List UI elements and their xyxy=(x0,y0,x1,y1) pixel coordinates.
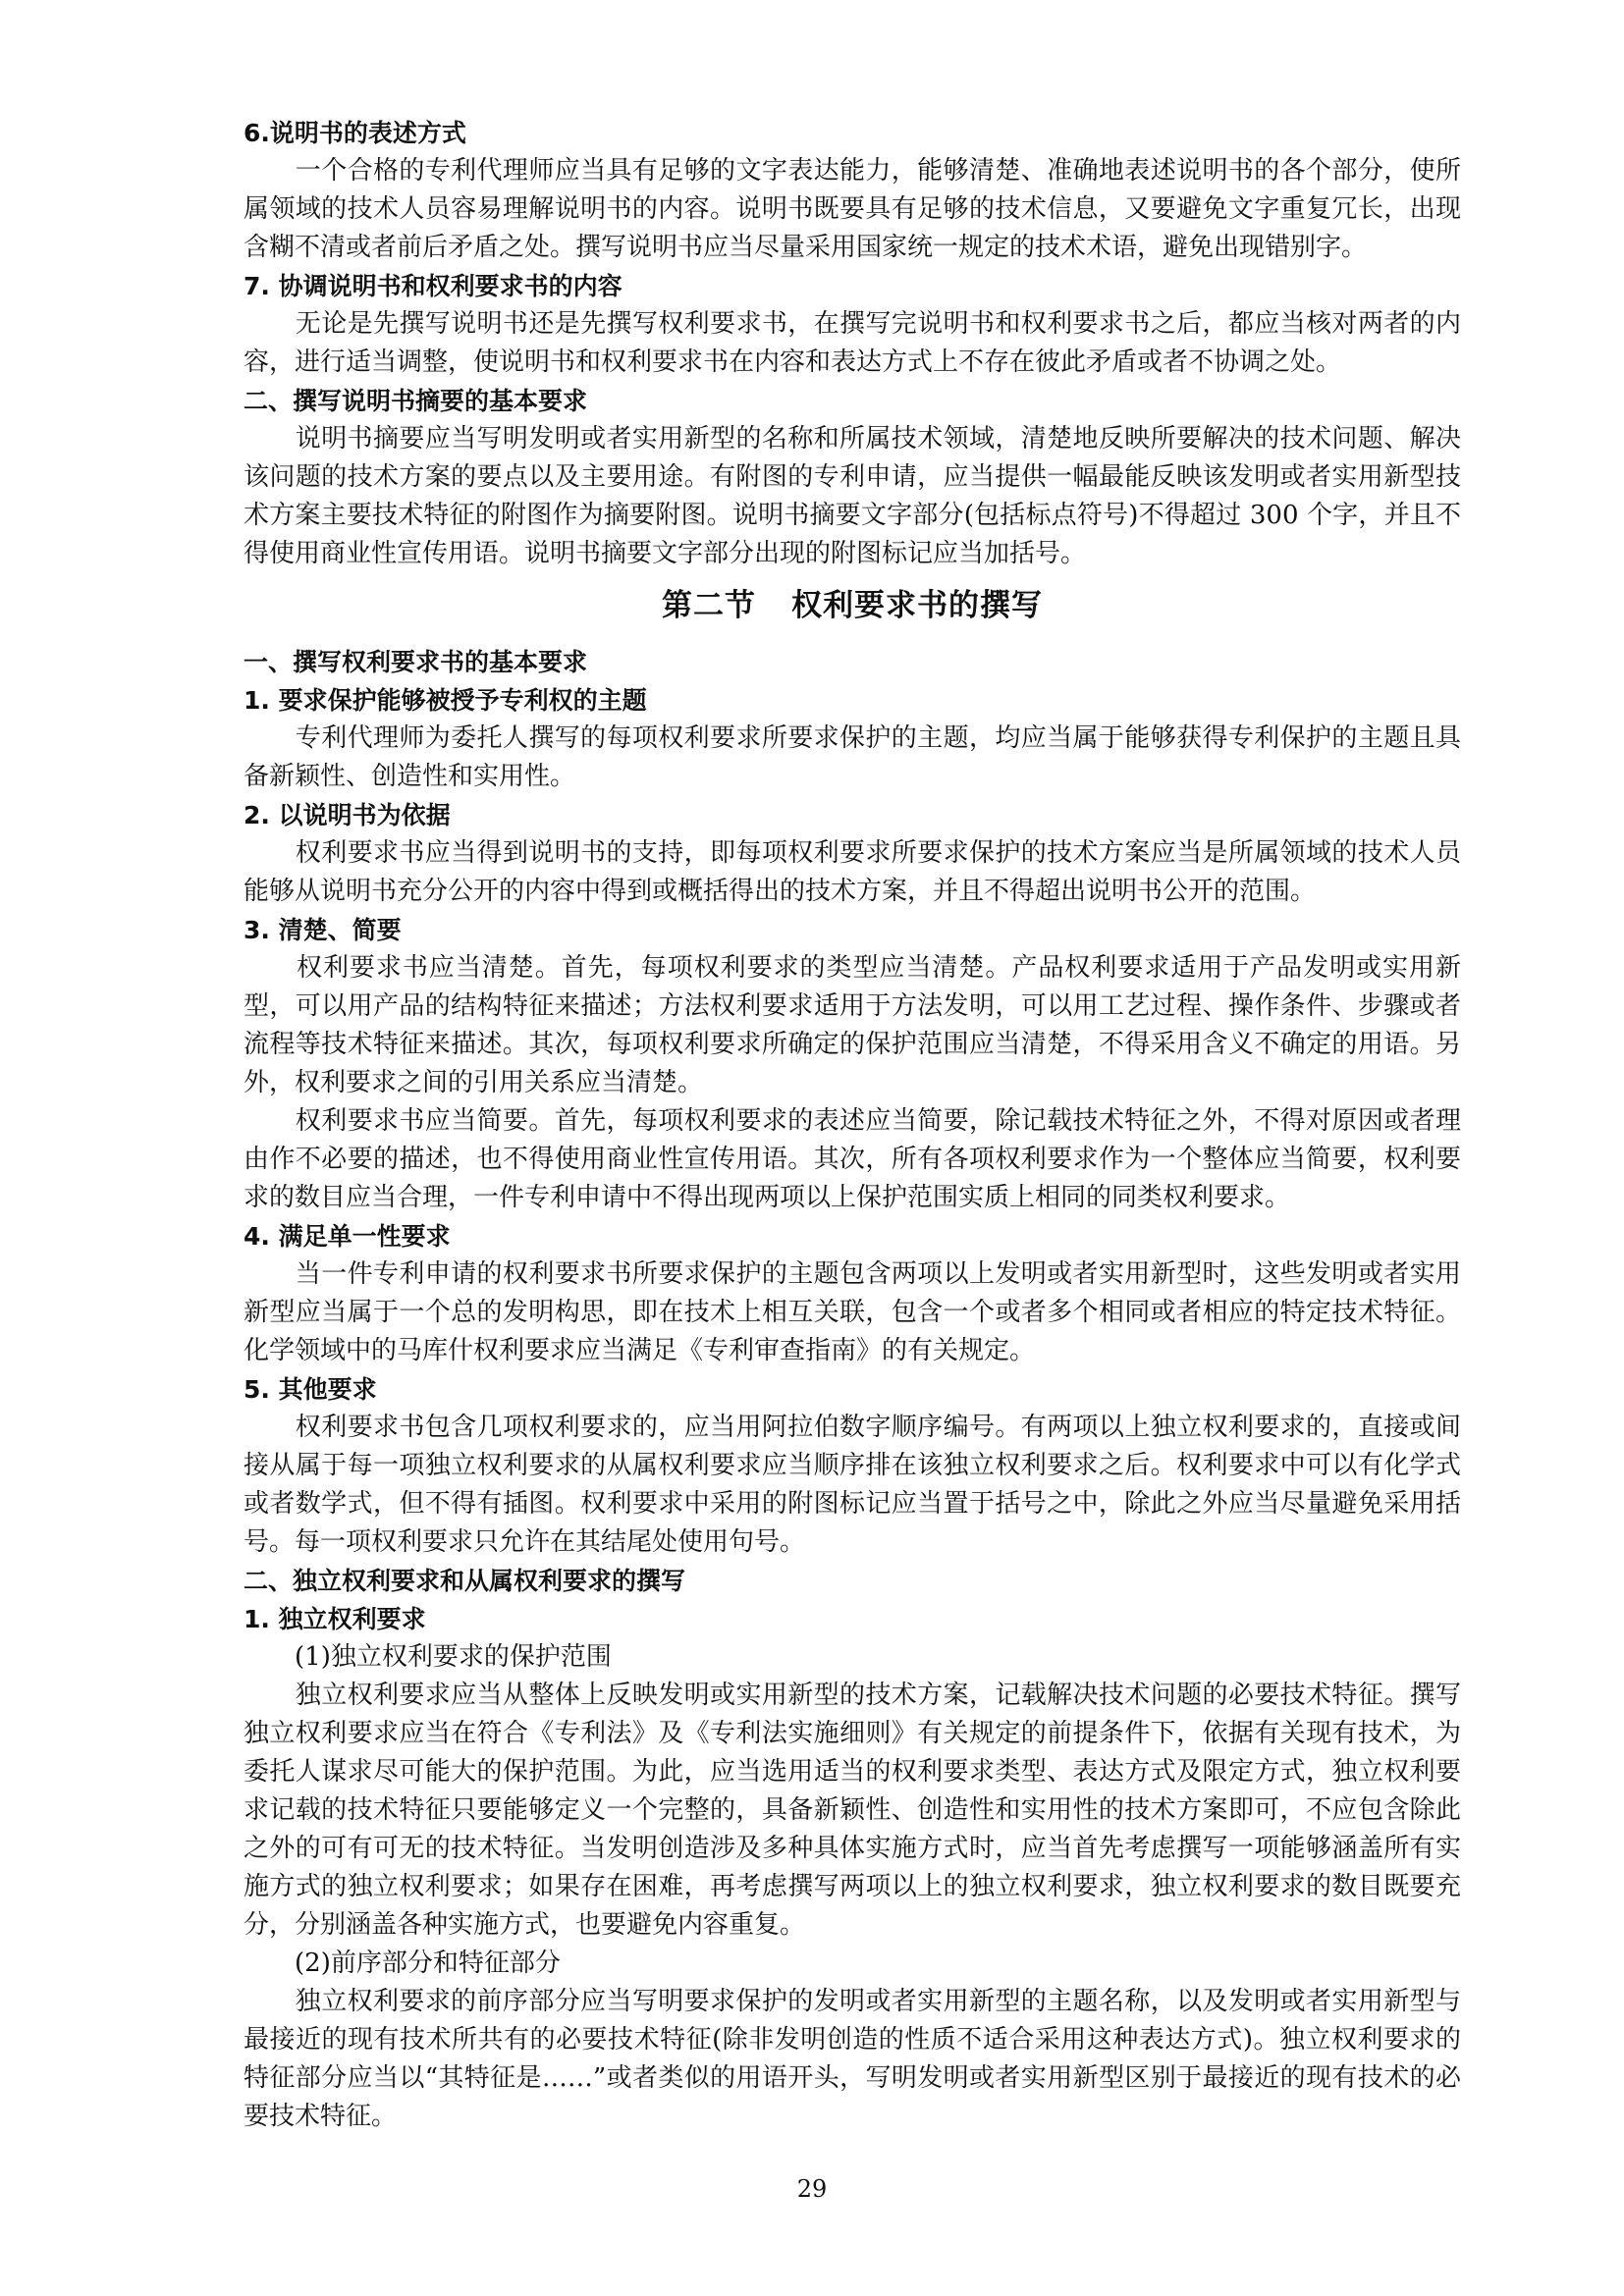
heading-basic-requirements: 一、撰写权利要求书的基本要求 xyxy=(244,648,588,676)
paragraph-1: 专利代理师为委托人撰写的每项权利要求所要求保护的主题，均应当属于能够获得专利保护的主题且具备新颖性、创造性和实用性。 xyxy=(244,723,1461,791)
section-title xyxy=(244,587,1461,625)
paragraph-abstract: 说明书摘要应当写明发明或者实用新型的名称和所属技术领域，清楚地反映所要解决的技术问题、解决该问题的技术方案的要点以及主要用途。有附图的专利申请，应当提供一幅最能反映该发明或者实用新型技术方案主要技术特征的附图作为摘要附图。说明书摘要文字部分(包括标点符号)不得超过 300 个字，并且不得使用商业性宣传用语。说明书摘要文字部分出现的附图标记应当加括号。 xyxy=(244,424,1461,568)
heading-6: 6.说明书的表述方式 xyxy=(244,119,466,147)
paragraph-protection-scope: 独立权利要求应当从整体上反映发明或实用新型的技术方案，记载解决技术问题的必要技术特征。撰写独立权利要求应当在符合《专利法》及《专利法实施细则》有关规定的前提条件下，依据有关现有技术，为委托人谋求尽可能大的保护范围。为此，应当选用适当的权利要求类型、表达方式及限定方式，独立权利要求记载的技术特征只要能够定义一个完整的，具备新颖性、创造性和实用性的技术方案即可，不应包含除此之外的可有可无的技术特征。当发明创造涉及多种具体实施方式时，应当首先考虑撰写一项能够涵盖所有实施方式的独立权利要求；如果存在困难，再考虑撰写两项以上的独立权利要求，独立权利要求的数目既要充分，分别涵盖各种实施方式，也要避免内容重复。 xyxy=(244,1681,1461,1940)
paragraph-3a: 权利要求书应当清楚。首先，每项权利要求的类型应当清楚。产品权利要求适用于产品发明或实用新型，可以用产品的结构特征来描述；方法权利要求适用于方法发明，可以用工艺过程、操作条件、步骤或者流程等技术特征来描述。其次，每项权利要求所确定的保护范围应当清楚，不得采用含义不确定的用语。另外，权利要求之间的引用关系应当清楚。 xyxy=(244,953,1461,1097)
heading-1: 1. 要求保护能够被授予专利权的主题 xyxy=(244,686,647,715)
paragraph-3b: 权利要求书应当简要。首先，每项权利要求的表述应当简要，除记载技术特征之外，不得对原因或者理由作不必要的描述，也不得使用商业性宣传用语。其次，所有各项权利要求作为一个整体应当简要，权利要求的数目应当合理，一件专利申请中不得出现两项以上保护范围实质上相同的同类权利要求。 xyxy=(244,1106,1461,1212)
heading-5: 5. 其他要求 xyxy=(244,1375,377,1404)
heading-2: 2. 以说明书为依据 xyxy=(244,801,451,829)
page-number: 29 xyxy=(796,2175,828,2203)
section-number: 第二节 xyxy=(662,588,756,623)
heading-3: 3. 清楚、简要 xyxy=(244,916,402,944)
section-name: 权利要求书的撰写 xyxy=(791,588,1043,623)
heading-abstract: 二、撰写说明书摘要的基本要求 xyxy=(244,387,588,415)
paragraph-6: 一个合格的专利代理师应当具有足够的文字表达能力，能够清楚、准确地表述说明书的各个部分，使所属领域的技术人员容易理解说明书的内容。说明书既要具有足够的技术信息，又要避免文字重复冗长，出现含糊不清或者前后矛盾之处。撰写说明书应当尽量采用国家统一规定的技术术语，避免出现错别字。 xyxy=(244,156,1461,262)
paragraph-preamble-features: 独立权利要求的前序部分应当写明要求保护的发明或者实用新型的主题名称，以及发明或者实用新型与最接近的现有技术所共有的必要技术特征(除非发明创造的性质不适合采用这种表达方式)。独立权利要求的特征部分应当以“其特征是……”或者类似的用语开头，写明发明或者实用新型区别于最接近的现有技术的必要技术特征。 xyxy=(244,1987,1461,2131)
subheading-1: (1)独立权利要求的保护范围 xyxy=(295,1642,612,1672)
heading-independent-claims: 二、独立权利要求和从属权利要求的撰写 xyxy=(244,1567,686,1595)
heading-independent-1: 1. 独立权利要求 xyxy=(244,1605,426,1633)
subheading-2: (2)前序部分和特征部分 xyxy=(295,1949,561,1978)
paragraph-4: 当一件专利申请的权利要求书所要求保护的主题包含两项以上发明或者实用新型时，这些发明或者实用新型应当属于一个总的发明构思，即在技术上相互关联，包含一个或者多个相同或者相应的特定技术特征。化学领域中的马库什权利要求应当满足《专利审查指南》的有关规定。 xyxy=(244,1259,1461,1365)
heading-7: 7. 协调说明书和权利要求书的内容 xyxy=(244,272,623,300)
paragraph-2: 权利要求书应当得到说明书的支持，即每项权利要求所要求保护的技术方案应当是所属领域的技术人员能够从说明书充分公开的内容中得到或概括得出的技术方案，并且不得超出说明书公开的范围。 xyxy=(244,838,1461,906)
paragraph-7: 无论是先撰写说明书还是先撰写权利要求书，在撰写完说明书和权利要求书之后，都应当核对两者的内容，进行适当调整，使说明书和权利要求书在内容和表达方式上不存在彼此矛盾或者不协调之处。 xyxy=(244,309,1461,377)
page-body xyxy=(244,114,1461,2136)
paragraph-5: 权利要求书包含几项权利要求的，应当用阿拉伯数字顺序编号。有两项以上独立权利要求的，直接或间接从属于每一项独立权利要求的从属权利要求应当顺序排在该独立权利要求之后。权利要求中可以有化学式或者数学式，但不得有插图。权利要求中采用的附图标记应当置于括号之中，除此之外应当尽量避免采用括号。每一项权利要求只允许在其结尾处使用句号。 xyxy=(244,1413,1461,1557)
heading-4: 4. 满足单一性要求 xyxy=(244,1222,451,1251)
